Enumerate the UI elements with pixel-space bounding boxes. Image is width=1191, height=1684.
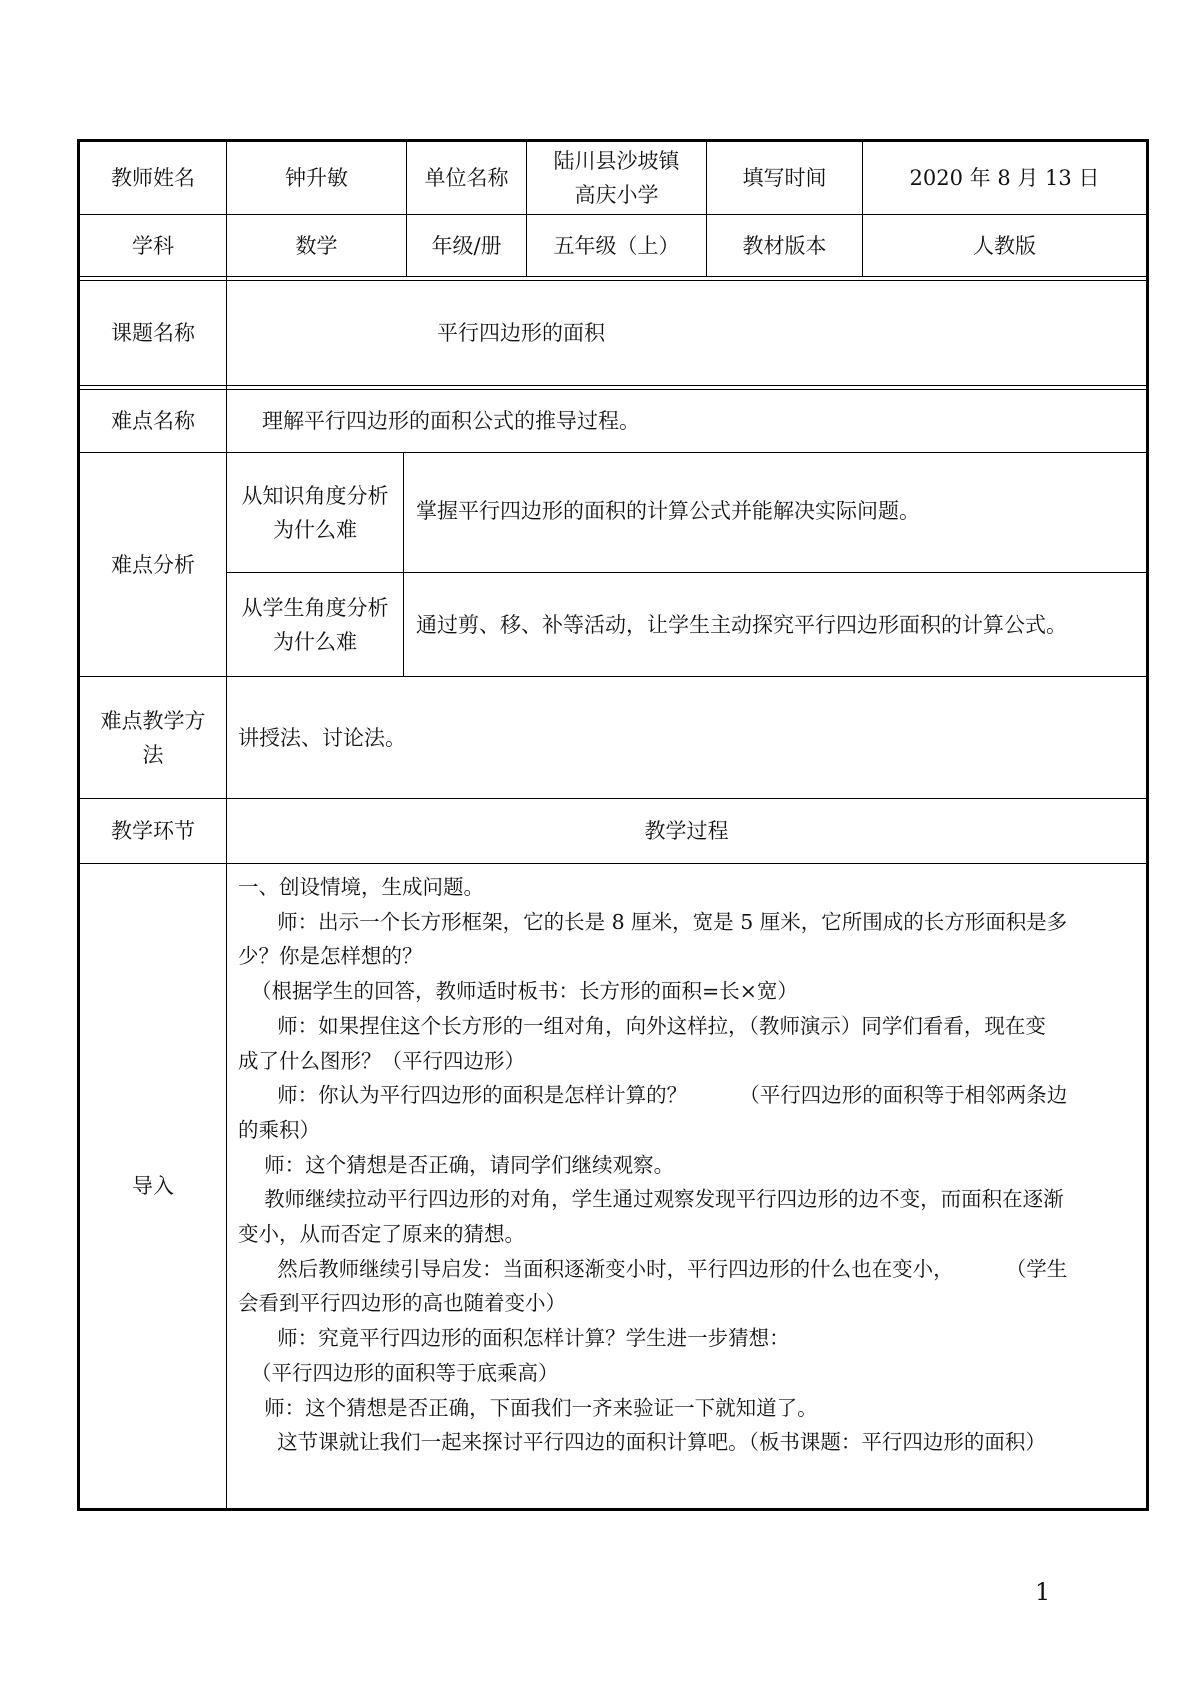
- student-analysis-label: [227, 573, 403, 676]
- student-label-line1: 从学生角度分析: [241, 595, 389, 620]
- row-divider: [77, 863, 1149, 864]
- process-line: 成了什么图形？（平行四边形）: [238, 1048, 525, 1073]
- unit-name-line2: 高庆小学: [574, 183, 659, 207]
- process-line: 师：你认为平行四边形的面积是怎样计算的？ （平行四边形的面积等于相邻两条边: [238, 1083, 1068, 1108]
- page-number: 1: [1035, 1578, 1051, 1606]
- unit-name: [527, 142, 706, 214]
- method-value: 讲授法、讨论法。: [238, 725, 406, 750]
- col-divider: [403, 452, 404, 677]
- edition-label: 教材版本: [742, 233, 827, 258]
- process-line: 师：如果捏住这个长方形的一组对角，向外这样拉，（教师演示）同学们看看，现在变: [238, 1013, 1046, 1038]
- method-label-line1: 难点教学方: [100, 708, 206, 733]
- process-line: 教师继续拉动平行四边形的对角，学生通过观察发现平行四边形的边不变，而面积在逐渐: [238, 1187, 1064, 1212]
- table-border-right: [1146, 139, 1149, 1511]
- process-label: 教学过程: [644, 819, 729, 843]
- fill-time: 2020 年 8 月 13 日: [909, 166, 1100, 190]
- teacher-name: 钟升敏: [285, 166, 348, 190]
- edition: 人教版: [973, 233, 1036, 258]
- process-line: 师：出示一个长方形框架，它的长是 8 厘米，宽是 5 厘米，它所围成的长方形面积是多: [238, 909, 1068, 934]
- unit-name-line1: 陆川县沙坡镇: [553, 149, 680, 173]
- analysis-label: 难点分析: [111, 552, 195, 577]
- grade: 五年级（上）: [553, 233, 680, 258]
- subject-label: 学科: [132, 233, 174, 258]
- process-line: 师：究竟平行四边形的面积怎样计算？学生进一步猜想：: [238, 1326, 790, 1351]
- table-border-bottom: [77, 1508, 1149, 1511]
- topic-label: 课题名称: [111, 321, 195, 345]
- knowledge-analysis-label: [227, 453, 403, 572]
- row-divider-double: [77, 385, 1149, 386]
- teacher-name-label: 教师姓名: [111, 166, 195, 190]
- knowledge-label-line2: 为什么难: [273, 517, 357, 542]
- process-line: 变小，从而否定了原来的猜想。: [238, 1222, 525, 1247]
- teaching-process-text: [238, 870, 1138, 1460]
- student-label-line2: 为什么难: [273, 629, 357, 654]
- process-line: 师：这个猜想是否正确，下面我们一齐来验证一下就知道了。: [238, 1395, 818, 1420]
- knowledge-label-line1: 从知识角度分析: [241, 483, 389, 508]
- unit-name-label: 单位名称: [424, 166, 509, 190]
- difficulty-value: 理解平行四边形的面积公式的推导过程。: [262, 409, 640, 433]
- process-line: 师：这个猜想是否正确，请同学们继续观察。: [238, 1152, 675, 1177]
- grade-label: 年级/册: [431, 233, 502, 258]
- fill-time-label: 填写时间: [742, 166, 827, 190]
- process-line: 一、创设情境，生成问题。: [238, 875, 484, 899]
- process-line: （平行四边形的面积等于底乘高）: [238, 1360, 559, 1385]
- process-line: 这节课就让我们一起来探讨平行四边的面积计算吧。（板书课题：平行四边形的面积）: [238, 1430, 1046, 1455]
- process-line: 然后教师继续引导启发：当面积逐渐变小时，平行四边形的什么也在变小， （学生: [238, 1256, 1068, 1281]
- topic-value: 平行四边形的面积: [437, 321, 605, 345]
- method-label-line2: 法: [142, 742, 164, 767]
- section-label: 教学环节: [111, 819, 195, 843]
- student-analysis-value: 通过剪、移、补等活动，让学生主动探究平行四边形面积的计算公式。: [416, 612, 1067, 637]
- process-line: 的乘积）: [238, 1117, 320, 1142]
- knowledge-analysis-value: 掌握平行四边形的面积的计算公式并能解决实际问题。: [416, 499, 920, 523]
- process-line: （根据学生的回答，教师适时板书：长方形的面积=长×宽）: [238, 979, 798, 1004]
- subject: 数学: [295, 233, 338, 258]
- row-divider-double: [77, 276, 1149, 277]
- difficulty-label: 难点名称: [111, 409, 195, 433]
- process-line: 会看到平行四边形的高也随着变小）: [238, 1291, 566, 1316]
- method-label: [80, 677, 226, 798]
- stage-label: 导入: [132, 1174, 174, 1198]
- process-line: 少？你是怎样想的？: [238, 944, 423, 969]
